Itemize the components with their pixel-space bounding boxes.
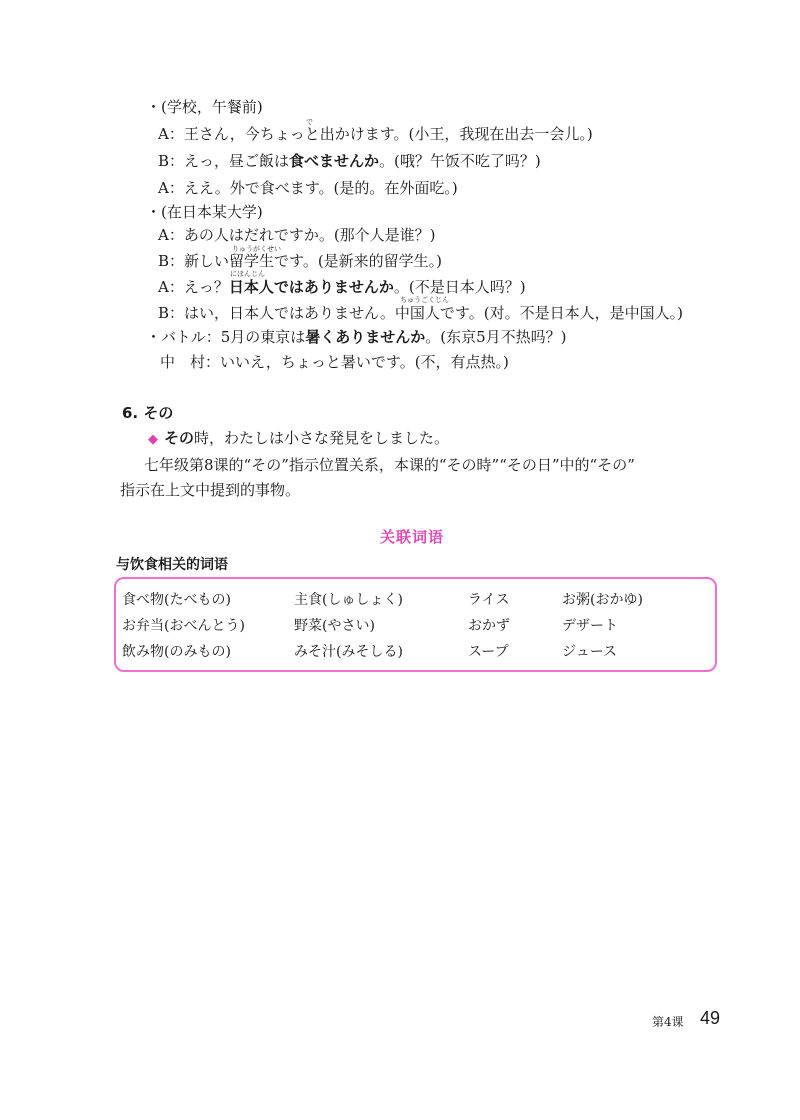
section-title: 6. その xyxy=(122,404,174,422)
example1-b-post: 。(哦？午饭不吃了吗？) xyxy=(379,152,541,170)
example3-post: 。(东京5月不热吗？) xyxy=(425,328,567,346)
vocab-word: みそ汁(みそしる) xyxy=(294,644,403,660)
vocab-heading: 与饮食相关的词语 xyxy=(116,557,228,573)
example1-line-a: A：王さん，今ちょっと出かけます。(小王，我现在出去一会儿。) xyxy=(158,125,593,143)
diamond-bullet-icon: ◆ xyxy=(148,432,158,447)
vocab-word: スープ xyxy=(468,644,509,660)
example3-line xyxy=(146,327,567,347)
example3-reply: 中 村：いいえ，ちょっと暑いです。(不，有点热。) xyxy=(160,353,509,371)
vocab-word: 食べ物(たべもの) xyxy=(122,592,231,608)
vocab-word: お粥(おかゆ) xyxy=(562,592,643,608)
vocab-word: ライス xyxy=(468,592,510,608)
example1-line-a2: A：ええ。外で食べます。(是的。在外面吃。) xyxy=(158,179,458,197)
example2-line-b: B：新しい留学生です。(是新来的留学生。) xyxy=(158,252,443,270)
ruby-ryuugakusei: りゅうがくせい xyxy=(232,245,281,253)
vocab-word: デザート xyxy=(562,618,618,634)
vocab-word: 飲み物(のみもの) xyxy=(122,644,231,660)
page-number: 49 xyxy=(700,1008,721,1028)
example1-line-b xyxy=(158,151,541,171)
section-example-rest: 時，わたしは小さな発見をしました。 xyxy=(194,429,450,447)
ruby-de: で xyxy=(306,118,313,126)
example1-context: ・(学校，午餐前) xyxy=(146,98,263,116)
example3-pre: ・バトル：5月の東京は xyxy=(146,328,306,346)
vocab-word: お弁当(おべんとう) xyxy=(122,618,245,634)
example2-a2-bold: 日本人ではありませんか xyxy=(228,278,394,296)
vocab-word: 主食(しゅしょく) xyxy=(294,592,403,608)
ruby-nihonjin: にほんじん xyxy=(230,270,265,278)
example3-bold: 暑くありませんか xyxy=(305,328,426,346)
example1-b-pre: B：えっ，昼ご飯は xyxy=(158,152,290,170)
ruby-chuugokujin: ちゅうごくじん xyxy=(400,296,449,304)
example2-a2-pre: A：えっ？ xyxy=(158,278,229,296)
vocab-word: おかず xyxy=(468,618,510,634)
section-example-bold: その xyxy=(164,429,195,447)
example2-a2-post: 。(不是日本人吗？) xyxy=(393,278,526,296)
vocab-word: ジュース xyxy=(562,644,618,660)
vocab-box xyxy=(114,577,717,672)
section-paragraph-line2: 指示在上文中提到的事物。 xyxy=(120,481,301,499)
example2-line-b2: B：はい，日本人ではありません。中国人です。(对。不是日本人，是中国人。) xyxy=(158,304,683,322)
example2-line-a: A：あの人はだれですか。(那个人是谁？) xyxy=(158,226,436,244)
example2-context: ・(在日本某大学) xyxy=(146,203,263,221)
footer-lesson-label: 第4课 xyxy=(652,1015,684,1029)
related-words-title: 关联词语 xyxy=(380,528,445,546)
example1-b-bold: 食べませんか xyxy=(289,152,380,170)
vocab-word: 野菜(やさい) xyxy=(294,618,375,634)
section-paragraph-line1: 七年级第8课的“その”指示位置关系，本课的“その時”“その日”中的“その” xyxy=(144,456,635,474)
example2-line-a2 xyxy=(158,277,526,297)
section-example xyxy=(148,428,449,450)
